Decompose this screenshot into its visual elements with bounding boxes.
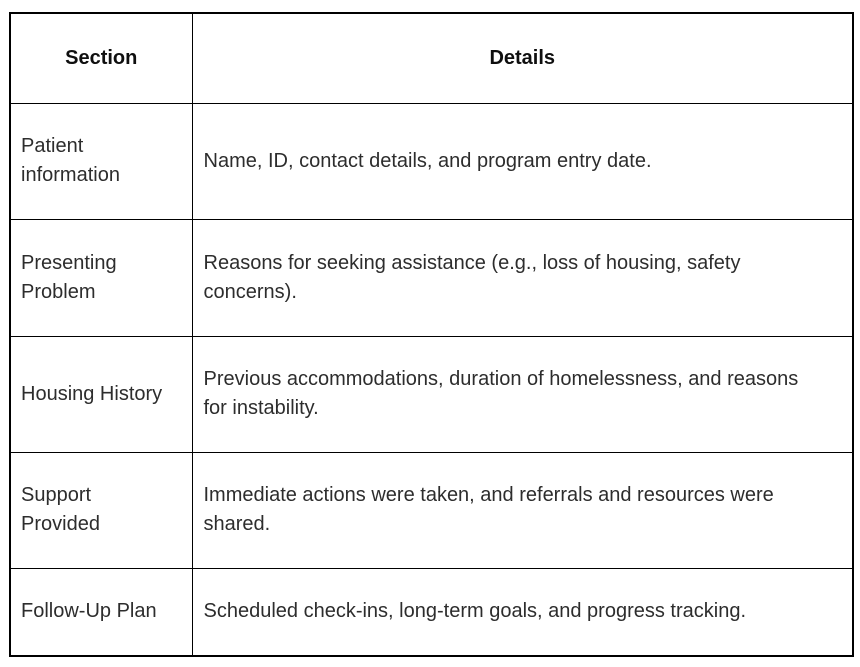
section-cell-follow-up-plan: Follow-Up Plan xyxy=(10,568,192,656)
details-cell-support-provided: Immediate actions were taken, and referrals and resources were shared. xyxy=(192,452,853,568)
details-cell-presenting-problem: Reasons for seeking assistance (e.g., loss of housing, safety concerns). xyxy=(192,219,853,336)
column-header-details: Details xyxy=(192,13,853,103)
section-cell-presenting-problem: Presenting Problem xyxy=(10,219,192,336)
table-row xyxy=(10,336,853,452)
table-row xyxy=(10,103,853,219)
section-details-table xyxy=(9,12,854,657)
column-header-section: Section xyxy=(10,13,192,103)
section-cell-housing-history: Housing History xyxy=(10,336,192,452)
table-row xyxy=(10,219,853,336)
details-cell-patient-information: Name, ID, contact details, and program entry date. xyxy=(192,103,853,219)
header-row xyxy=(10,13,853,103)
section-cell-support-provided: Support Provided xyxy=(10,452,192,568)
section-cell-patient-information: Patient information xyxy=(10,103,192,219)
details-cell-follow-up-plan: Scheduled check-ins, long-term goals, and progress tracking. xyxy=(192,568,853,656)
details-cell-housing-history: Previous accommodations, duration of homelessness, and reasons for instability. xyxy=(192,336,853,452)
document-table-container xyxy=(9,12,854,657)
table-row xyxy=(10,452,853,568)
table-row xyxy=(10,568,853,656)
